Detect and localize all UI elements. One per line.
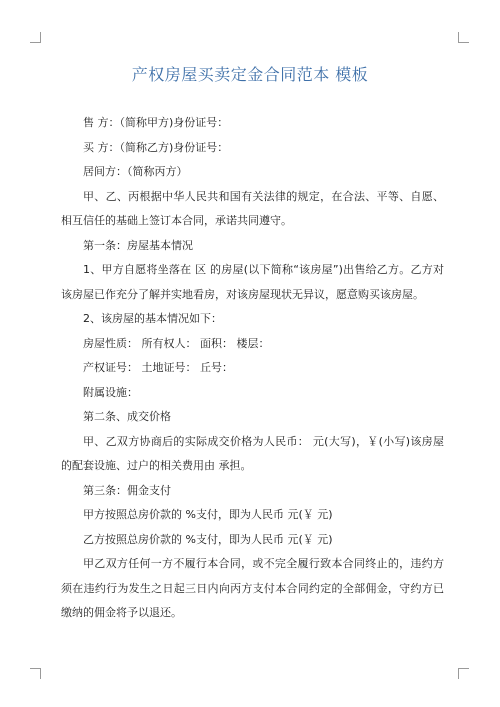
party-a-commission-line: 甲方按照总房价款的 %支付，即为人民币 元(￥ 元) bbox=[83, 508, 333, 521]
broker-line: 居间方：（简称丙方） bbox=[83, 165, 188, 178]
article-1-clause-1: 1、甲方自愿将坐落在 区 的房屋(以下简称“该房屋”)出售给乙方。乙方对该房屋已作充分了解并实地看房，对该房屋现状无异议，愿意购买该房屋。 bbox=[61, 263, 444, 301]
document-body bbox=[61, 111, 444, 626]
article-1-heading: 第一条：房屋基本情况 bbox=[83, 238, 193, 252]
crop-mark-bottom-right bbox=[458, 668, 469, 679]
article-2-heading: 第二条、成交价格 bbox=[83, 410, 171, 423]
buyer-line: 买 方：（简称乙方)身份证号： bbox=[83, 140, 229, 154]
breach-paragraph: 甲乙双方任何一方不履行本合同，或不完全履行致本合同终止的，违约方须在违约行为发生之日起三日内向丙方支付本合同约定的全部佣金，守约方已缴纳的佣金将予以退还。 bbox=[61, 557, 444, 619]
article-1-clause-2: 2、该房屋的基本情况如下： bbox=[83, 312, 222, 325]
article-3-heading: 第三条：佣金支付 bbox=[83, 483, 171, 497]
property-nature-line: 房屋性质： 所有权人： 面积： 楼层： bbox=[83, 336, 270, 350]
price-paragraph: 甲、乙双方协商后的实际成交价格为人民币： 元(大写)，￥(小写)该房屋的配套设施、过户的相关费用由 承担。 bbox=[61, 434, 444, 472]
crop-mark-bottom-left bbox=[30, 668, 41, 679]
certificate-line: 产权证号： 土地证号： 丘号： bbox=[83, 361, 233, 374]
facilities-line: 附属设施： bbox=[83, 385, 138, 399]
crop-mark-top-right bbox=[458, 32, 469, 43]
preamble-paragraph: 甲、乙、丙根据中华人民共和国有关法律的规定，在合法、平等、自愿、相互信任的基础上签订本合同，承诺共同遵守。 bbox=[61, 189, 444, 227]
seller-line: 售 方：（简称甲方)身份证号： bbox=[83, 116, 229, 129]
crop-mark-top-left bbox=[30, 32, 41, 43]
party-b-commission-line: 乙方按照总房价款的 %支付，即为人民币 元(￥ 元) bbox=[83, 532, 333, 546]
document-title: 产权房屋买卖定金合同范本 模板 bbox=[131, 65, 369, 84]
